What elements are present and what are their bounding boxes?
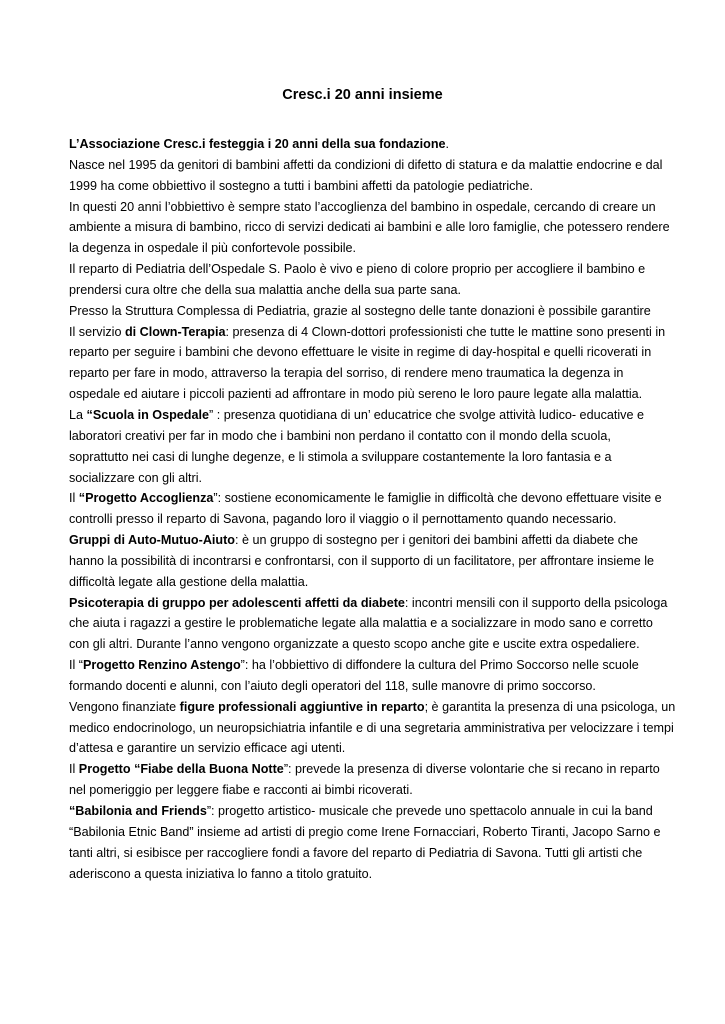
bold-text: di Clown-Terapia (124, 324, 226, 339)
bold-text: “Scuola in Ospedale (86, 407, 209, 422)
text-run: Il (69, 762, 79, 777)
bold-text: L’Associazione Cresc.i festeggia i 20 anni della sua fondazione (69, 137, 446, 151)
text-run: prendersi cura oltre che della sua malattia anche della sua parte sana. (69, 282, 462, 297)
text-run: La (69, 407, 87, 422)
text-line (69, 697, 676, 718)
bold-text: Progetto Renzino Astengo (83, 658, 241, 673)
text-run: difficoltà legate alla gestione della malattia. (69, 574, 309, 589)
text-run: reparto per fare in modo, attraverso la terapia del sorriso, di rendere meno traumatica la degenza in (69, 366, 624, 381)
bold-text: Gruppi di Auto-Mutuo-Aiuto (69, 533, 235, 548)
text-run: la degenza in ospedale il più confortevole possibile. (69, 241, 357, 256)
text-line (69, 634, 669, 655)
document-body (69, 134, 676, 884)
text-run: In questi 20 anni l’obbiettivo è sempre stato l’accoglienza del bambino in ospedale, cercando di creare un (69, 199, 656, 214)
text-line (69, 759, 669, 780)
text-run: nel pomeriggio per leggere fiabe e racconti ai bimbi ricoverati. (69, 783, 413, 798)
text-line (69, 843, 669, 864)
text-line (69, 780, 669, 801)
text-run: ”: prevede la presenza di diverse volontarie che si recano in reparto (283, 762, 660, 777)
text-run: Il reparto di Pediatria dell’Ospedale S. Paolo è vivo e pieno di colore proprio per accogliere il bambino e (69, 262, 646, 277)
text-line (69, 593, 669, 614)
text-line (69, 322, 669, 343)
text-run: : è un gruppo di sostegno per i genitori dei bambini affetti da diabete che (235, 533, 639, 548)
text-line (69, 155, 669, 176)
text-run: ”: sostiene economicamente le famiglie in difficoltà che devono effettuare visite e (213, 491, 662, 506)
bold-text: figure professionali aggiuntive in reparto (179, 699, 425, 714)
text-run: soprattutto nei casi di lunghe degenze, e li stimola a sviluppare costantemente la loro fantasia e a (69, 449, 612, 464)
text-line (69, 551, 669, 572)
text-run: Il “ (69, 658, 83, 673)
text-line (69, 822, 669, 843)
text-line (69, 197, 669, 218)
text-line (69, 738, 669, 759)
text-run: ; è garantita la presenza di una psicologa, un (424, 699, 676, 714)
text-line (69, 259, 669, 280)
text-line (69, 342, 669, 363)
text-run: ”: ha l’obbiettivo di diffondere la cultura del Primo Soccorso nelle scuole (240, 658, 639, 673)
text-line (69, 718, 674, 739)
text-run: Vengono finanziate (69, 699, 180, 714)
text-run: laboratori creativi per far in modo che i bambini non perdano il contatto con il mondo della scuola, (69, 428, 611, 443)
text-line (69, 572, 669, 593)
text-run: : presenza di 4 Clown-dottori professionisti che tutte le mattine sono presenti in (225, 324, 666, 339)
text-line (69, 280, 669, 301)
text-run: . (445, 137, 450, 151)
text-line (69, 509, 669, 530)
text-line (69, 447, 669, 468)
text-run: controlli presso il reparto di Savona, pagando loro il viaggio o il pernottamento quando necessario. (69, 512, 617, 527)
document-title: Cresc.i 20 anni insieme (282, 87, 443, 103)
text-line (69, 613, 669, 634)
text-run: “Babilonia Etnic Band” insieme ad artisti di pregio come Irene Fornacciari, Roberto Tiranti, Jacopo Sarno e (69, 824, 661, 839)
text-run: ” : presenza quotidiana di un’ educatrice che svolge attività ludico- educative e (209, 407, 644, 422)
text-run: ”: progetto artistico- musicale che prevede uno spettacolo annuale in cui la band (206, 804, 653, 818)
text-run: formando docenti e alunni, con l’aiuto degli operatori del 118, sulle manovre di primo soccorso. (69, 678, 596, 693)
text-line (69, 363, 669, 384)
text-line (69, 488, 669, 509)
text-run: 1999 ha come obbiettivo il sostegno a tutti i bambini affetti da patologie pediatriche. (69, 178, 533, 193)
text-line (69, 676, 669, 697)
text-line (69, 134, 669, 155)
text-line (69, 864, 669, 885)
text-run: Nasce nel 1995 da genitori di bambini affetti da condizioni di difetto di statura e da malattie endocrine e dal (69, 157, 663, 172)
text-run: che aiuta i ragazzi a gestire le problematiche legate alla malattia e a socializzare in modo sano e corretto (69, 616, 653, 631)
text-run: con gli altri. Durante l’anno vengono organizzate a questo scopo anche gite e uscite extra ospedaliere. (69, 637, 640, 652)
text-run: Presso la Struttura Complessa di Pediatria, grazie al sostegno delle tante donazioni è possibile garantire (69, 303, 651, 318)
text-line (69, 655, 669, 676)
text-run: ospedale ed aiutare i piccoli pazienti ad affrontare in modo più sereno le loro paure legate alla malattia. (69, 387, 643, 402)
text-run: Il (69, 491, 79, 506)
text-run: : incontri mensili con il supporto della psicologa (404, 595, 668, 610)
text-run: Il servizio (69, 324, 125, 339)
text-line (69, 176, 669, 197)
text-line (69, 238, 669, 259)
text-run: socializzare con gli altri. (69, 470, 202, 485)
text-line (69, 530, 669, 551)
bold-text: Psicoterapia di gruppo per adolescenti affetti da diabete (69, 595, 405, 610)
text-line (69, 217, 669, 238)
text-line (69, 468, 669, 489)
text-run: ambiente a misura di bambino, ricco di servizi dedicati ai bambini e alle loro famiglie, che potessero rendere (69, 220, 670, 235)
text-line (69, 384, 669, 405)
text-line (69, 301, 669, 322)
bold-text: “Progetto Accoglienza (78, 491, 214, 506)
bold-text: “Babilonia and Friends (69, 804, 207, 818)
bold-text: Progetto “Fiabe della Buona Notte (78, 762, 284, 777)
text-line (69, 801, 669, 822)
text-run: medico endocrinologo, un neuropsichiatria infantile e di una segretaria amministrativa per velocizzare i tempi (69, 720, 674, 735)
text-run: aderiscono a questa iniziativa lo fanno a titolo gratuito. (69, 866, 373, 881)
text-run: tanti altri, si esibisce per raccogliere fondi a favore del reparto di Pediatria di Savona. Tutti gli artisti che (69, 845, 643, 860)
text-run: d’attesa e garantire un servizio efficace agi utenti. (69, 741, 346, 756)
text-line (69, 405, 669, 426)
text-line (69, 426, 669, 447)
text-run: hanno la possibilità di incontrarsi e confrontarsi, con il supporto di un facilitatore, per affrontare insieme le (69, 553, 654, 568)
text-run: reparto per seguire i bambini che devono effettuare le visite in regime di day-hospital e quelli ricoverati in (69, 345, 652, 360)
